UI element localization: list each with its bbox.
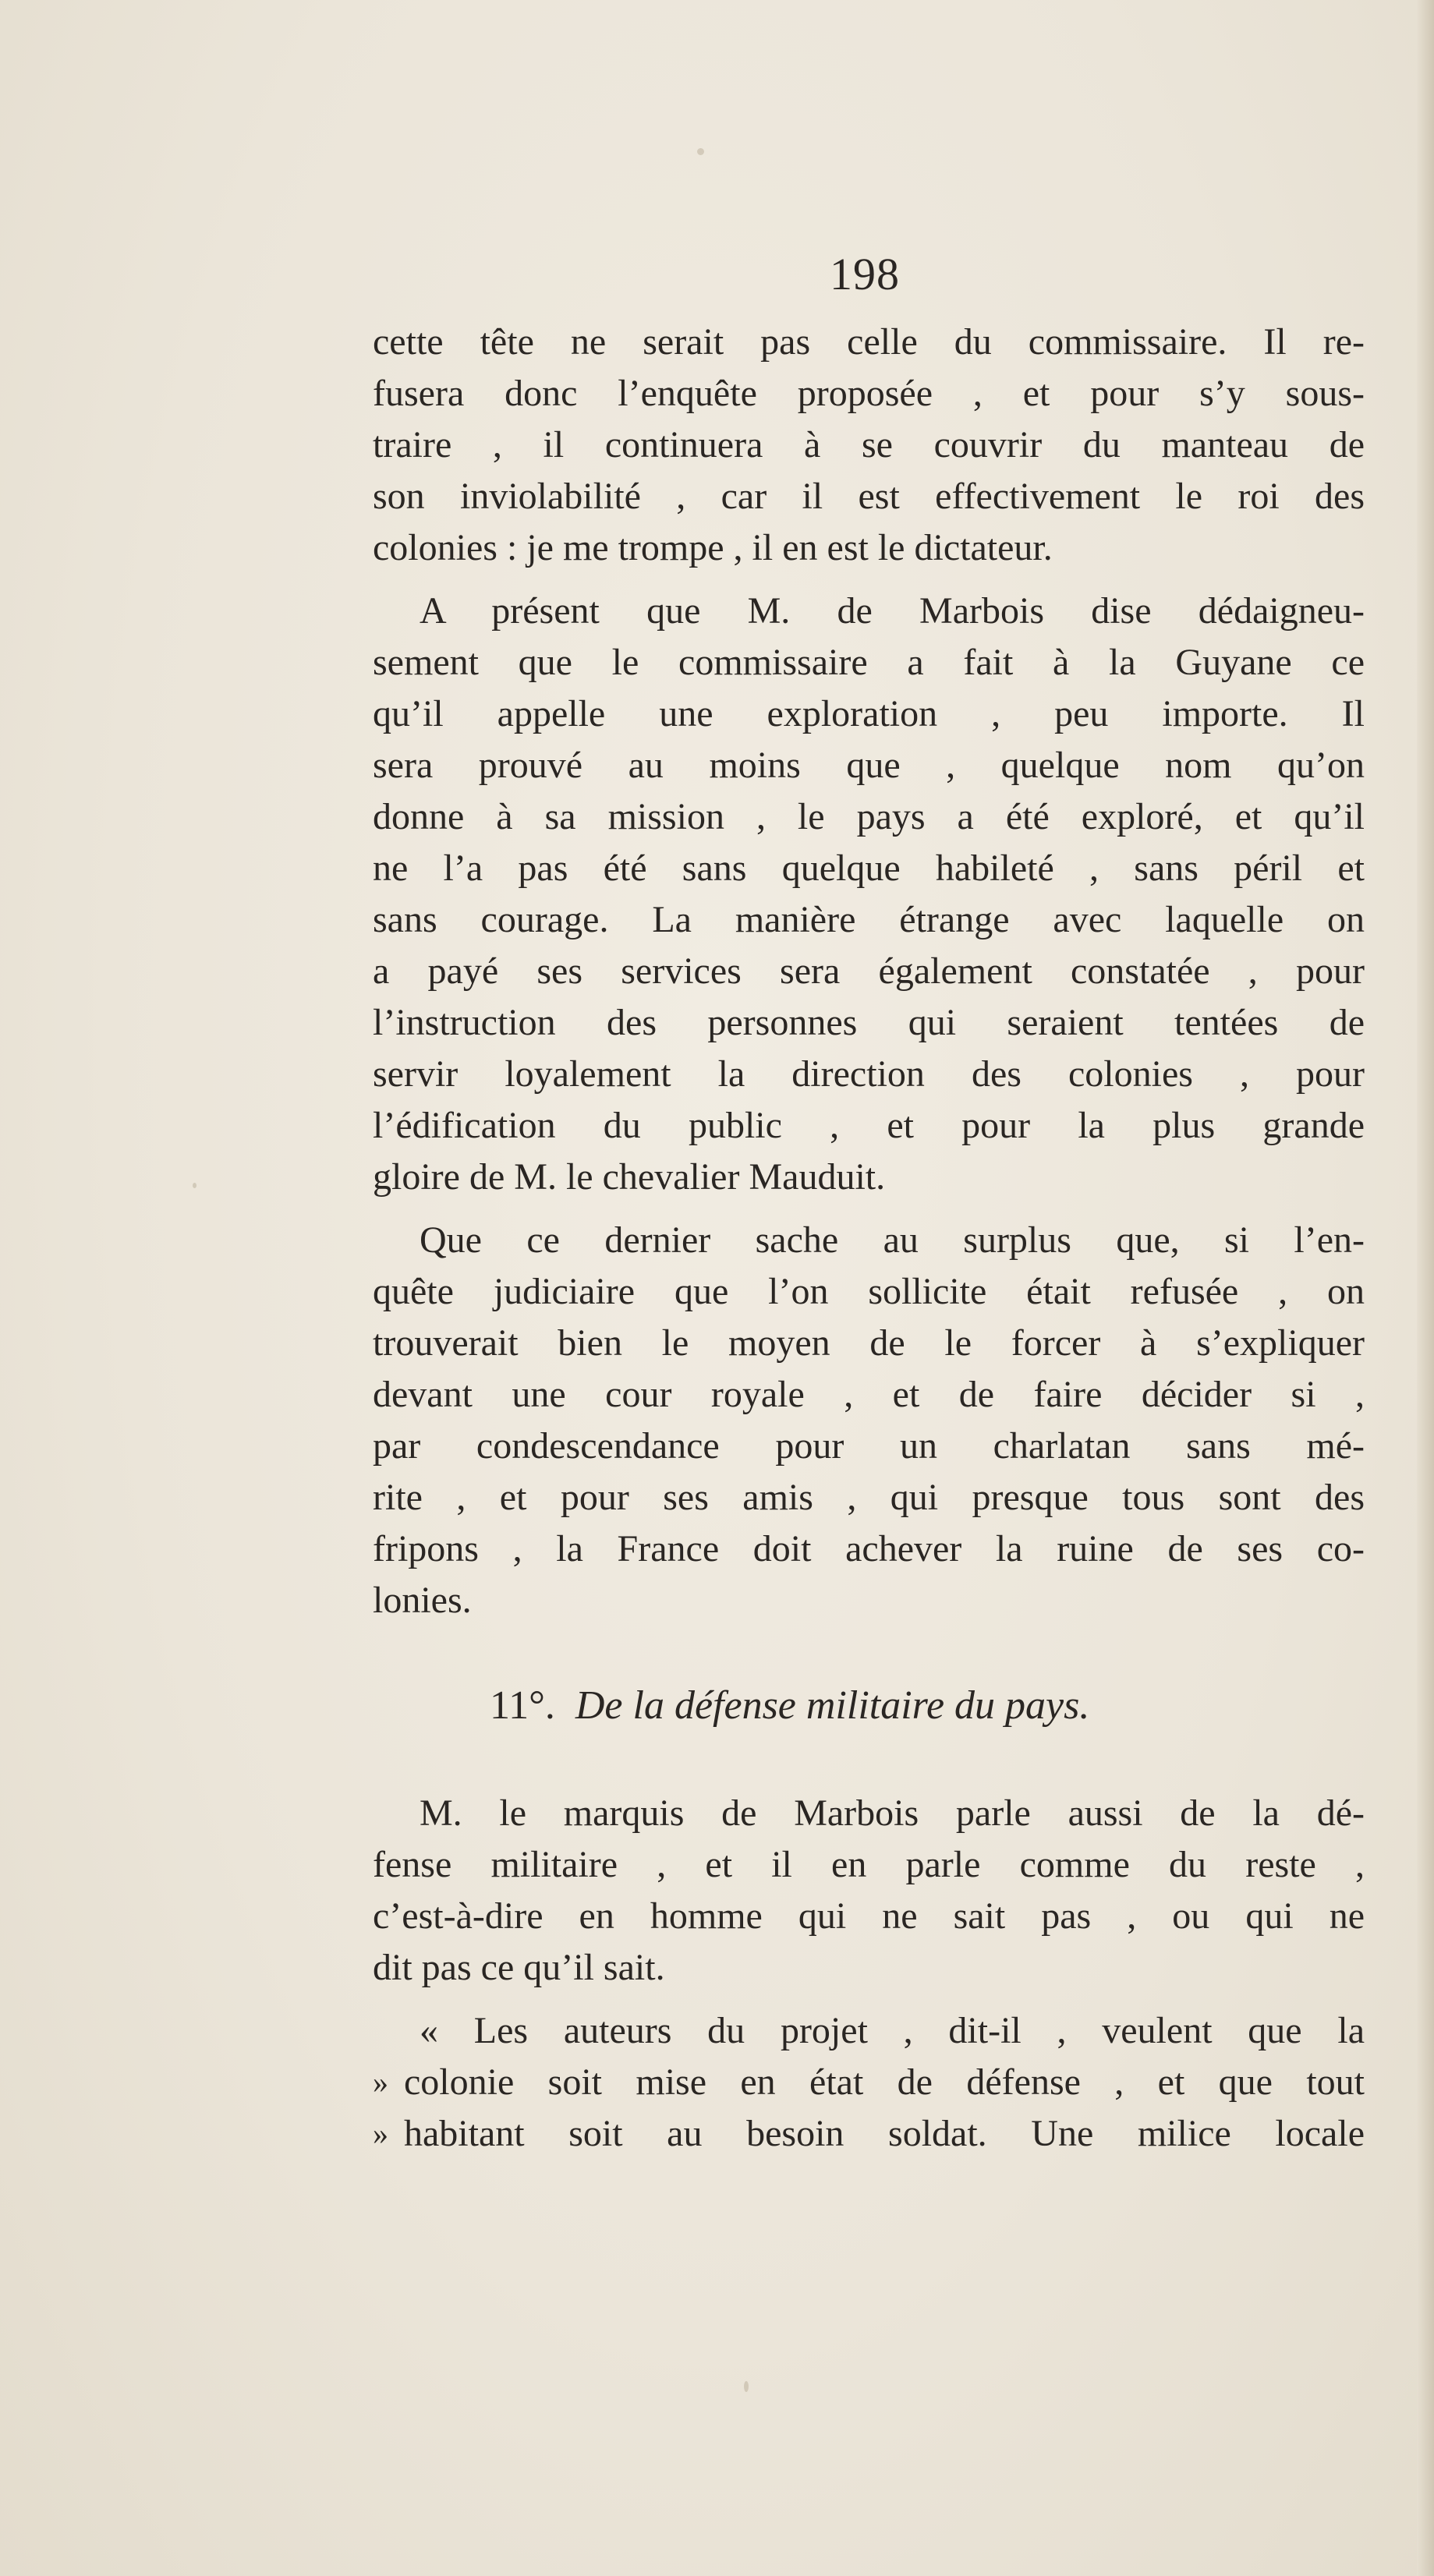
text-line: fense militaire , et il en parle comme du reste , [373,1844,1365,1885]
text-line: dit pas ce qu’il sait. [373,1947,665,1988]
quote-continuation-mark: » [373,2065,388,2100]
paper-spot [697,148,704,155]
section-number: 11°. [490,1683,555,1728]
page-number: 198 [830,249,900,299]
text-line: donne à sa mission , le pays a été exploré, et qu’il [373,796,1365,837]
text-line: sera prouvé au moins que , quelque nom qu’on [373,745,1365,786]
page-edge-shadow [1417,0,1434,2576]
text-line: A présent que M. de Marbois dise dédaigneu- [420,590,1365,632]
text-line: l’édification du public , et pour la plus grande [373,1105,1365,1146]
quote-continuation-mark: » [373,2116,388,2151]
text-line: servir loyalement la direction des colonies , pour [373,1053,1365,1095]
text-line: sans courage. La manière étrange avec laquelle on [373,899,1365,940]
text-line: par condescendance pour un charlatan sans mé- [373,1425,1365,1467]
paper-spot [744,2381,749,2392]
text-line: rite , et pour ses amis , qui presque tous sont des [373,1477,1365,1518]
text-line: l’instruction des personnes qui seraient tentées de [373,1002,1365,1043]
section-title: De la défense militaire du pays. [575,1683,1090,1728]
text-line: cette tête ne serait pas celle du commissaire. Il re- [373,321,1365,363]
paper-spot [193,1183,197,1188]
text-line: colonie soit mise en état de défense , et que tout [404,2061,1365,2103]
text-line: qu’il appelle une exploration , peu importe. Il [373,693,1365,734]
text-line: trouverait bien le moyen de le forcer à s’expliquer [373,1322,1365,1364]
text-line: gloire de M. le chevalier Mauduit. [373,1156,886,1198]
text-line: « Les auteurs du projet , dit-il , veulent que la [420,2010,1365,2051]
text-line: fusera donc l’enquête proposée , et pour s’y sous- [373,373,1365,414]
text-line: quête judiciaire que l’on sollicite était refusée , on [373,1271,1365,1312]
section-heading [490,1679,1269,1733]
text-line: colonies : je me trompe , il en est le dictateur. [373,527,1053,568]
text-line: son inviolabilité , car il est effectivement le roi des [373,476,1365,517]
text-line: sement que le commissaire a fait à la Guyane ce [373,642,1365,683]
text-line: Que ce dernier sache au surplus que, si l’en- [420,1219,1365,1261]
text-line: traire , il continuera à se couvrir du manteau de [373,424,1365,465]
text-line: ne l’a pas été sans quelque habileté , sans péril et [373,847,1365,889]
text-line: c’est-à-dire en homme qui ne sait pas , ou qui ne [373,1895,1365,1937]
text-line: M. le marquis de Marbois parle aussi de la dé- [420,1792,1365,1834]
text-line: devant une cour royale , et de faire décider si , [373,1374,1365,1415]
text-line: lonies. [373,1580,472,1621]
text-line: habitant soit au besoin soldat. Une milice locale [404,2113,1365,2154]
text-line: a payé ses services sera également constatée , pour [373,950,1365,992]
text-line: fripons , la France doit achever la ruine de ses co- [373,1528,1365,1569]
